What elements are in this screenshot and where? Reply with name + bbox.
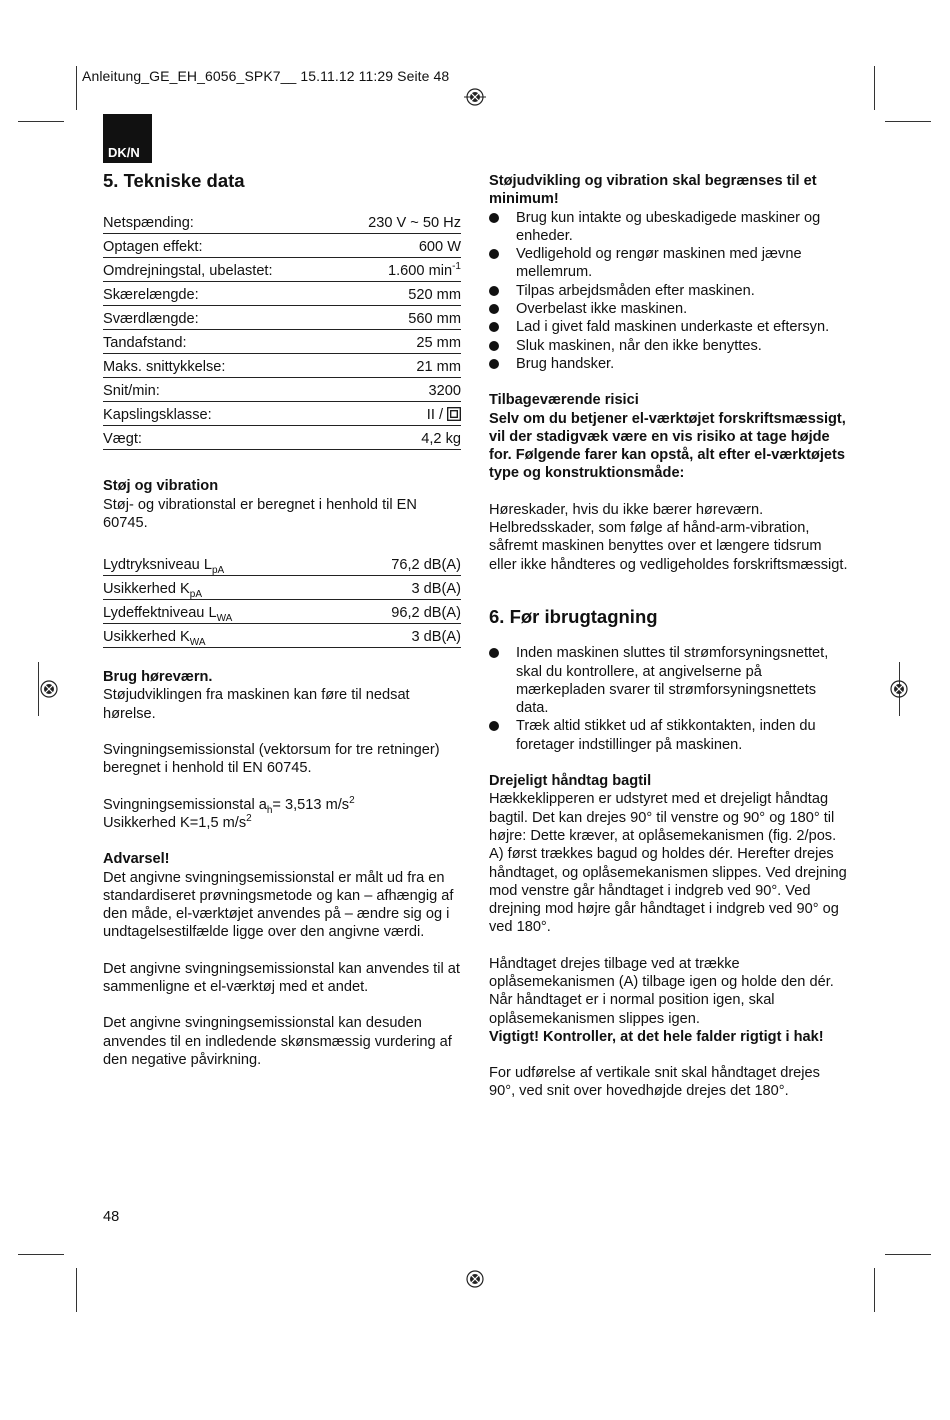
- spec-value: 25 mm: [416, 335, 461, 351]
- noise-label: Lydeffektniveau $L_{WA}$: [103, 604, 233, 624]
- noise-label: Usikkerhed $K_{WA}$: [103, 628, 206, 648]
- risk-bold-text: Selv om du betjener el-værktøjet forskriftsmæssigt, vil der stadigvæk være en vis risiko at tage højde for. Følgende farer kan opstå, alt efter el-værktøjets type og konstruktionsmåde:: [489, 410, 846, 482]
- spec-value: II /: [427, 406, 461, 424]
- spec-value: 520 mm: [408, 287, 461, 303]
- noise-value: 96,2 dB(A): [391, 604, 461, 621]
- risk-heading: Tilbageværende risici: [489, 392, 639, 409]
- noise-label: Usikkerhed $K_{pA}$: [103, 580, 203, 600]
- bullet-icon: [489, 359, 499, 369]
- spec-value: 21 mm: [416, 359, 461, 375]
- start-list: [489, 644, 849, 754]
- vibration-uncertainty: Usikkerhed K=1,5 $m/s^2$: [103, 813, 252, 831]
- noise-table: [103, 552, 461, 648]
- spec-row: [103, 330, 461, 354]
- noise-value: 3 dB(A): [411, 628, 461, 645]
- right-column: [489, 172, 849, 1101]
- spec-row: [103, 354, 461, 378]
- spec-value: 600 W: [418, 239, 461, 255]
- crop-mark: [885, 1254, 931, 1255]
- spec-row: [103, 402, 461, 426]
- limit-list-item: Lad i givet fald maskinen underkaste et eftersyn.: [489, 318, 849, 336]
- start-list-item: Inden maskinen sluttes til strømforsyningsnettet, skal du kontrollere, at angivelserne på mærkepladen svarer til strømforsyningsnettets data.: [489, 644, 849, 717]
- vertical-cut-text: For udførelse af vertikale snit skal håndtaget drejes 90°, ved snit over hovedhøjde drejes det 180°.: [489, 1065, 820, 1100]
- crop-mark: [885, 121, 931, 122]
- noise-value: 76,2 dB(A): [391, 556, 461, 573]
- handle-back-text: Håndtaget drejes tilbage ved at trække oplåsemekanismen (A) tilbage igen og holde den dér. Når håndtaget er i normal position igen, skal oplåsemekanismen slippes igen.: [489, 955, 834, 1027]
- crop-mark: [18, 1254, 64, 1255]
- noise-value: 3 dB(A): [411, 580, 461, 597]
- noise-heading: Støj og vibration: [103, 478, 219, 495]
- limit-list-item: Sluk maskinen, når den ikke benyttes.: [489, 337, 849, 355]
- spec-row: [103, 212, 461, 234]
- crop-mark: [874, 66, 875, 110]
- warning-heading: Advarsel!: [103, 851, 170, 868]
- spec-label: Optagen effekt:: [103, 239, 203, 255]
- spec-label: Omdrejningstal, ubelastet:: [103, 263, 273, 279]
- handle-text: Hækkeklipperen er udstyret med et drejeligt håndtag bagtil. Det kan drejes 90° til venstre og 90° og 180° til højre: Dette kræver, at oplåsemekanismen (fig. 2/pos. A) først trækkes bagud og holdes dér. Herefter drejes håndtaget, og oplåsemekanismen slippes. Ved drejning mod venstre går håndtaget i indgreb ved 90°. Ved drejning mod højre går håndtaget i indgreb ved 90° og ved 180°.: [489, 791, 847, 936]
- assess-text: Det angivne svingningsemissionstal kan desuden anvendes til en indledende skønsmæssig vurdering af den negative påvirkning.: [103, 1015, 452, 1068]
- bullet-icon: [489, 249, 499, 259]
- noise-label: Lydtryksniveau $L_{pA}$: [103, 556, 225, 576]
- page-number: 48: [103, 1209, 120, 1225]
- spec-value: 1.600 $\min^{-1}$: [388, 261, 461, 279]
- spec-row: [103, 378, 461, 402]
- spec-row: [103, 426, 461, 450]
- limit-list-item: Vedligehold og rengør maskinen med jævne mellemrum.: [489, 245, 849, 282]
- section-title-technical-data: 5. Tekniske data: [103, 170, 245, 191]
- crop-mark: [76, 1268, 77, 1312]
- hearing-heading: Brug høreværn.: [103, 669, 213, 686]
- spec-label: Maks. snittykkelse:: [103, 359, 226, 375]
- bullet-icon: [489, 648, 499, 658]
- start-list-item: Træk altid stikket ud af stikkontakten, inden du foretager indstillinger på maskinen.: [489, 717, 849, 754]
- spec-row: [103, 258, 461, 282]
- noise-row: [103, 600, 461, 624]
- print-header: Anleitung_GE_EH_6056_SPK7__ 15.11.12 11:29 Seite 48: [82, 68, 450, 84]
- spec-table: [103, 212, 461, 450]
- spec-label: Skærelængde:: [103, 287, 199, 303]
- bullet-icon: [489, 322, 499, 332]
- handle-heading: Drejeligt håndtag bagtil: [489, 773, 652, 790]
- vibration-value: Svingningsemissionstal $a_h= 3,513$ $m/s^2$: [103, 794, 355, 816]
- crop-mark: [874, 1268, 875, 1312]
- bullet-icon: [489, 341, 499, 351]
- compare-text: Det angivne svingningsemissionstal kan anvendes til at sammenligne et el-værktøj med et andet.: [103, 960, 460, 996]
- spec-label: Tandafstand:: [103, 335, 187, 351]
- registration-mark-icon: [464, 1268, 486, 1290]
- limit-list-item: Brug kun intakte og ubeskadigede maskiner og enheder.: [489, 209, 849, 246]
- spec-label: Vægt:: [103, 431, 142, 447]
- double-insulation-icon: [447, 407, 461, 421]
- language-badge: DK/N: [103, 114, 152, 163]
- hearing-text: Støjudviklingen fra maskinen kan føre til nedsat hørelse.: [103, 687, 410, 722]
- bullet-icon: [489, 304, 499, 314]
- risk-text: Høreskader, hvis du ikke bærer høreværn. Helbredsskader, som følge af hånd-arm-vibration, såfremt maskinen benyttes over et længere tidsrum eller ikke håndteres og vedligeholdes forskriftsmæssigt.: [489, 501, 848, 573]
- noise-text: Støj- og vibrationstal er beregnet i henhold til EN 60745.: [103, 496, 417, 531]
- limit-list: [489, 209, 849, 374]
- registration-mark-icon: [888, 678, 910, 700]
- noise-row: [103, 624, 461, 648]
- limit-list-item: Overbelast ikke maskinen.: [489, 300, 849, 318]
- limit-list-item: Tilpas arbejdsmåden efter maskinen.: [489, 282, 849, 300]
- spec-row: [103, 234, 461, 258]
- spec-value: 230 V ~ 50 Hz: [368, 215, 461, 231]
- spec-row: [103, 306, 461, 330]
- spec-value: 3200: [428, 383, 461, 399]
- noise-row: [103, 552, 461, 576]
- crop-mark: [76, 66, 77, 110]
- spec-label: Kapslingsklasse:: [103, 407, 212, 423]
- warning-text: Det angivne svingningsemissionstal er målt ud fra en standardiseret prøvningsmetode og kan – afhængig af den måde, el-værktøjet anvendes på – ændre sig og i undtagelsestilfælde ligge over den angivne værdi.: [103, 869, 454, 941]
- vibration-text: Svingningsemissionstal (vektorsum for tre retninger) beregnet i henhold til EN 60745.: [103, 742, 440, 777]
- bullet-icon: [489, 721, 499, 731]
- registration-mark-icon: [38, 678, 60, 700]
- left-column: [103, 172, 461, 1069]
- spec-label: Netspænding:: [103, 215, 194, 231]
- spec-label: Sværdlængde:: [103, 311, 199, 327]
- bullet-icon: [489, 286, 499, 296]
- bullet-icon: [489, 213, 499, 223]
- registration-mark-icon: [464, 86, 486, 108]
- crop-mark: [18, 121, 64, 122]
- spec-value: 4,2 kg: [421, 431, 461, 447]
- handle-important-text: Vigtigt! Kontroller, at det hele falder rigtigt i hak!: [489, 1028, 824, 1045]
- limit-heading: Støjudvikling og vibration skal begrænses til et minimum!: [489, 173, 817, 208]
- noise-row: [103, 576, 461, 600]
- spec-row: [103, 282, 461, 306]
- limit-list-item: Brug handsker.: [489, 355, 849, 373]
- spec-label: Snit/min:: [103, 383, 160, 399]
- section-title-before-use: 6. Før ibrugtagning: [489, 605, 658, 627]
- spec-value: 560 mm: [408, 311, 461, 327]
